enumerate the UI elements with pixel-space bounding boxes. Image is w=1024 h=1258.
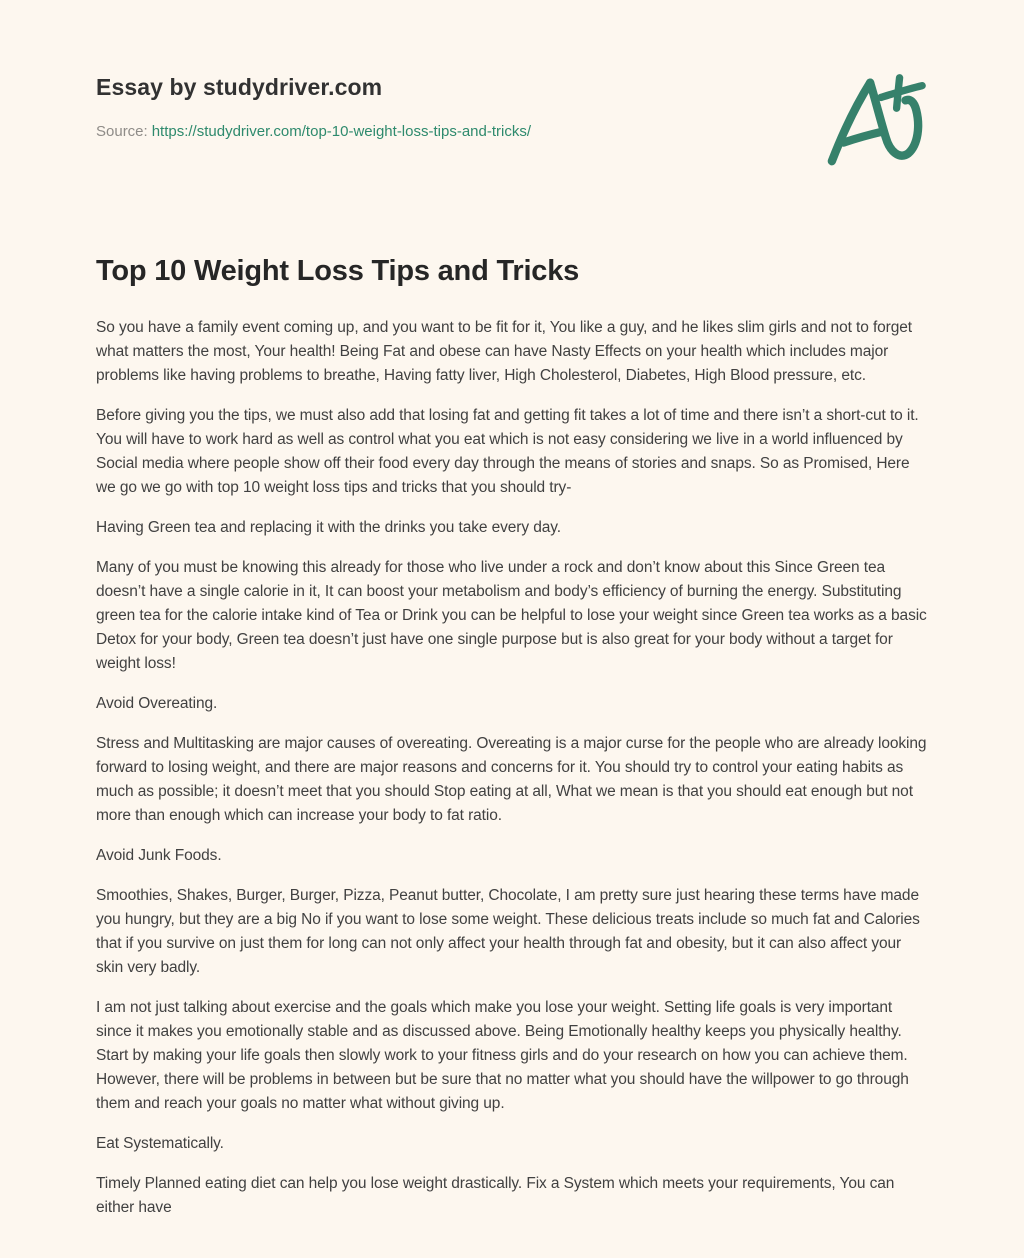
- article-paragraph-tip: Avoid Overeating.: [96, 695, 218, 712]
- page-header: [96, 0, 928, 168]
- article-paragraph: Before giving you the tips, we must also add that losing fat and getting fit takes a lot of time and there isn’t a short-cut to it. You will have to work hard as well as control what you eat which is not easy considering we live in a world influenced by Social media where people show off their food every day through the means of stories and snaps. So as Promised, Here we go we go with top 10 weight loss tips and tricks that you should try-: [96, 407, 919, 496]
- article-paragraph-tip: Avoid Junk Foods.: [96, 847, 222, 864]
- header-text-block: [96, 74, 531, 141]
- article-paragraph: Stress and Multitasking are major causes of overeating. Overeating is a major curse for the people who are already looking forward to losing weight, and there are major reasons and concerns for it. You should try to control your eating habits as much as possible; it doesn’t meet that you should Stop eating at all, What we mean is that you should eat enough but not more than enough which can increase your body to fat ratio.: [96, 735, 927, 824]
- page-title: Top 10 Weight Loss Tips and Tricks: [96, 255, 580, 287]
- article-paragraph: Smoothies, Shakes, Burger, Burger, Pizza, Peanut butter, Chocolate, I am pretty sure just hearing these terms have made you hungry, but they are a big No if you want to lose some weight. These delicious treats include so much fat and Calories that if you survive on just them for long can not only affect your health through fat and obesity, but it can also affect your skin very badly.: [96, 887, 920, 976]
- source-label: Source:: [96, 123, 148, 140]
- article-paragraph: Timely Planned eating diet can help you lose weight drastically. Fix a System which meets your requirements, You can either have: [96, 1175, 895, 1216]
- a-plus-logo-icon: [826, 70, 928, 168]
- article-paragraph: Many of you must be knowing this already for those who live under a rock and don’t know about this Since Green tea doesn’t have a single calorie in it, It can boost your metabolism and body’s efficiency of burning the energy. Substituting green tea for the calorie intake kind of Tea or Drink you can be helpful to lose your weight since Green tea works as a basic Detox for your body, Green tea doesn’t just have one single purpose but is also great for your body without a target for weight loss!: [96, 559, 927, 672]
- source-line: [96, 123, 531, 141]
- article-paragraph: I am not just talking about exercise and the goals which make you lose your weight. Setting life goals is very important since it makes you emotionally stable and as discussed above. Being Emotionally healthy keeps you physically healthy. Start by making your life goals then slowly work to your fitness girls and do your research on how you can achieve them. However, there will be problems in between but be sure that no matter what you should have the willpower to go through them and reach your goals no matter what without giving up.: [96, 999, 909, 1112]
- source-link[interactable]: https://studydriver.com/top-10-weight-loss-tips-and-tricks/: [151, 123, 532, 140]
- article-paragraph: So you have a family event coming up, and you want to be fit for it, You like a guy, and he likes slim girls and not to forget what matters the most, Your health! Being Fat and obese can have Nasty Effects on your health which includes major problems like having problems to breathe, Having fatty liver, High Cholesterol, Diabetes, High Blood pressure, etc.: [96, 319, 912, 384]
- studydriver-logo: [826, 70, 928, 168]
- essay-byline: Essay by studydriver.com: [96, 74, 383, 100]
- article-body: [96, 254, 928, 1220]
- article-paragraph-tip: Having Green tea and replacing it with the drinks you take every day.: [96, 519, 561, 536]
- article-paragraph-tip: Eat Systematically.: [96, 1135, 224, 1152]
